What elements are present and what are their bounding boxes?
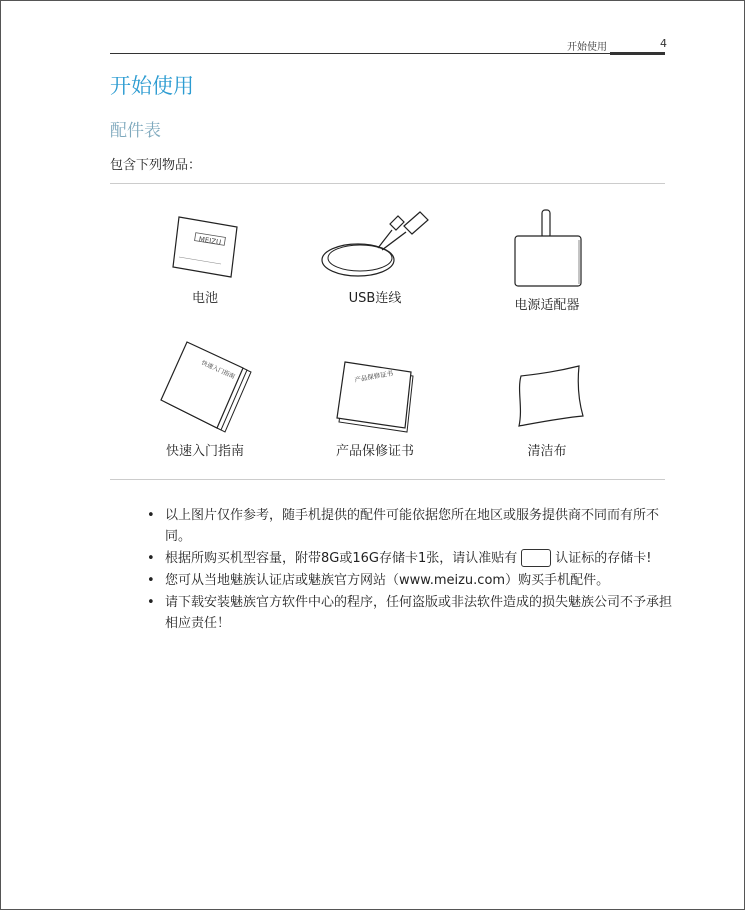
cleaning-cloth-icon <box>507 362 587 434</box>
certification-logo-icon <box>521 549 551 567</box>
accessory-quick-start-guide <box>130 338 280 459</box>
accessory-label: 快速入门指南 <box>165 444 244 459</box>
guide-cover-text: 快速入门指南 <box>200 359 236 381</box>
usb-cable-icon <box>320 208 430 281</box>
accessory-cleaning-cloth <box>472 362 622 459</box>
warranty-cover-text: 产品保修证书 <box>353 369 394 384</box>
divider-top <box>110 183 665 184</box>
running-header: 开始使用 <box>567 42 607 53</box>
accessory-label: 电源适配器 <box>514 298 580 313</box>
accessory-usb-cable <box>300 208 450 306</box>
header-rule <box>110 53 665 54</box>
battery-icon <box>165 213 245 281</box>
list-item: • 您可从当地魅族认证店或魅族官方网站（www.meizu.com）购买手机配件。 <box>147 573 610 588</box>
section-heading: 配件表 <box>110 121 161 141</box>
notes-list <box>145 505 675 635</box>
warranty-card-icon <box>325 358 425 434</box>
quick-start-guide-icon <box>155 338 255 434</box>
accessory-label: USB连线 <box>348 291 402 306</box>
list-item: • 根据所购买机型容量，附带8G或16G存储卡1张，请认准贴有 认证标的存储卡! <box>145 548 675 569</box>
accessory-warranty-card <box>300 358 450 459</box>
accessory-power-adapter <box>472 208 622 313</box>
power-adapter-icon <box>507 208 587 288</box>
intro-text: 包含下列物品： <box>110 158 202 173</box>
battery-brand-text: MEIZU <box>198 235 222 247</box>
accessory-label: 清洁布 <box>527 444 567 459</box>
divider-bottom <box>110 479 665 480</box>
accessory-label: 电池 <box>191 291 218 306</box>
list-item: • 以上图片仅作参考，随手机提供的配件可能依据您所在地区或服务提供商不同而有所不同。 <box>147 508 660 544</box>
header-rule-accent <box>610 52 665 55</box>
page-title: 开始使用 <box>110 74 194 98</box>
accessory-battery <box>130 213 280 306</box>
accessory-label: 产品保修证书 <box>335 444 414 459</box>
page-number: 4 <box>660 37 667 50</box>
list-item: • 请下载安装魅族官方软件中心的程序，任何盗版或非法软件造成的损失魅族公司不予承担相应责任！ <box>147 595 673 631</box>
